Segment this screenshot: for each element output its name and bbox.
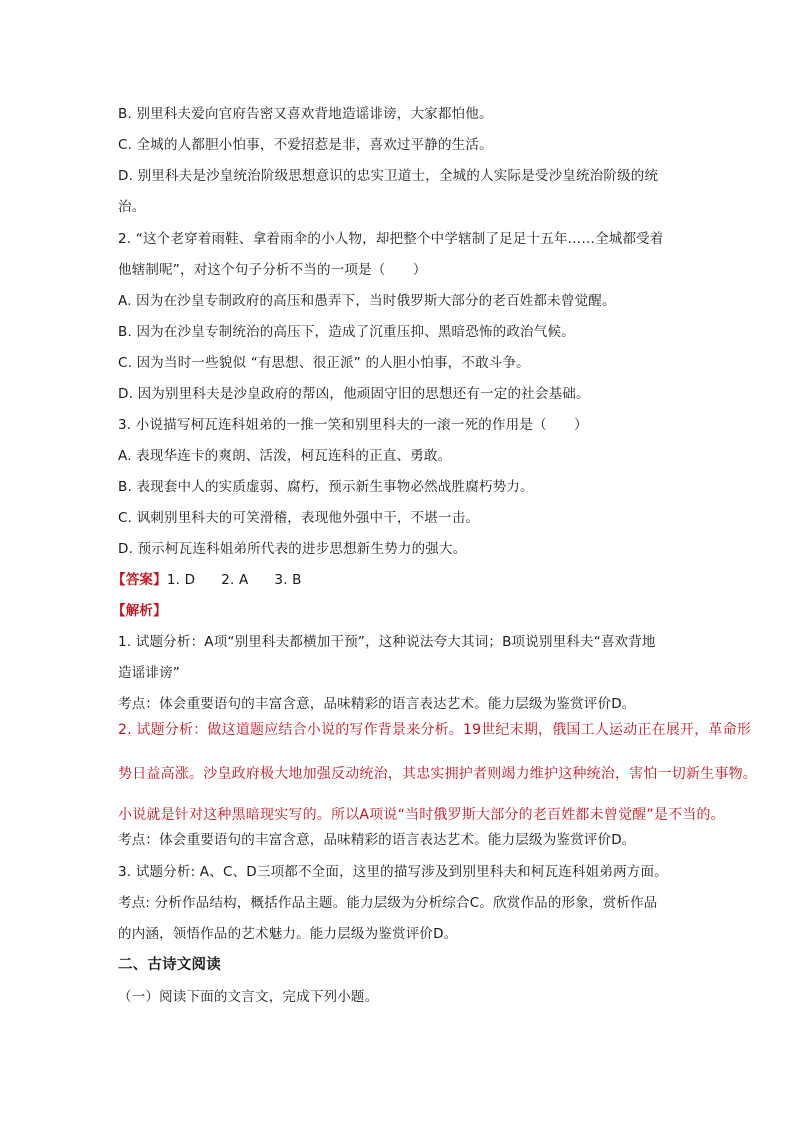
q1-option-c: C. 全城的人都胆小怕事，不爱招惹是非，喜欢过平静的生活。: [118, 137, 493, 153]
answer-value-1: 1. D: [166, 572, 196, 588]
kaodian-3-line2: 的内涵，领悟作品的艺术魅力。能力层级为鉴赏评价D。: [118, 926, 458, 942]
q2-stem-line2: 他辖制呢”，对这个句子分析不当的一项是（ ）: [118, 262, 427, 278]
q2-option-c: C. 因为当时一些貌似 “有思想、很正派” 的人胆小怕事，不敢斗争。: [118, 355, 530, 371]
q2-stem-line1: 2. “这个老穿着雨鞋、拿着雨伞的小人物，却把整个中学辖制了足足十五年……全城都受着: [118, 231, 664, 247]
q2-option-b: B. 因为在沙皇专制统治的高压下，造成了沉重压抑、黑暗恐怖的政治气候。: [118, 324, 575, 340]
q3-option-c: C. 讽刺别里科夫的可笑滑稽，表现他外强中干，不堪一击。: [118, 510, 480, 526]
q1-option-d-line2: 治。: [118, 199, 146, 215]
kaodian-2: 考点：体会重要语句的丰富含意，品味精彩的语言表达艺术。能力层级为鉴赏评价D。: [118, 832, 636, 848]
analysis-1-line2: 造谣诽谤”: [118, 665, 180, 681]
q1-option-b: B. 别里科夫爱向官府告密又喜欢背地造谣诽谤，大家都怕他。: [118, 106, 493, 122]
q2-option-d: D. 因为别里科夫是沙皇政府的帮凶，他顽固守旧的思想还有一定的社会基础。: [118, 386, 590, 402]
answer-line: [112, 570, 328, 590]
q3-option-b: B. 表现套中人的实质虚弱、腐朽，预示新生事物必然战胜腐朽势力。: [118, 479, 534, 495]
section-2-title: 二、古诗文阅读: [118, 957, 221, 973]
section-2-intro: （一）阅读下面的文言文，完成下列小题。: [118, 989, 379, 1005]
answer-value-2: 2. A: [221, 572, 249, 588]
kaodian-3-line1: 考点: 分析作品结构，概括作品主题。能力层级为分析综合C。欣赏作品的形象，赏析作品: [118, 895, 658, 911]
analysis-2-line1: 2. 试题分析：做这道题应结合小说的写作背景来分析。19世纪末期，俄国工人运动正在展开，革命形: [118, 722, 752, 738]
analysis-3: 3. 试题分析: A、C、D三项都不全面，这里的描写涉及到别里科夫和柯瓦连科姐弟两方面。: [118, 864, 668, 880]
q1-option-d-line1: D. 别里科夫是沙皇统治阶级思想意识的忠实卫道士，全城的人实际是受沙皇统治阶级的统: [118, 168, 659, 184]
q3-stem: 3. 小说描写柯瓦连科姐弟的一推一笑和别里科夫的一滚一死的作用是（ ）: [118, 417, 588, 433]
q2-option-a: A. 因为在沙皇专制政府的高压和愚弄下，当时俄罗斯大部分的老百姓都未曾觉醒。: [118, 293, 616, 309]
analysis-2-line2: 势日益高涨。沙皇政府极大地加强反动统治，其忠实拥护者则竭力维护这种统治，害怕一切新生事物。: [118, 766, 757, 782]
answer-label: 【答案】: [112, 572, 167, 588]
kaodian-1: 考点：体会重要语句的丰富含意，品味精彩的语言表达艺术。能力层级为鉴赏评价D。: [118, 696, 636, 712]
answer-value-3: 3. B: [274, 572, 302, 588]
analysis-label: 【解析】: [112, 603, 167, 619]
analysis-1-line1: 1. 试题分析：A项“别里科夫都横加干预”，这种说法夸大其词；B项说别里科夫“喜欢背地: [118, 634, 656, 650]
analysis-2-line3: 小说就是针对这种黑暗现实写的。所以A项说“当时俄罗斯大部分的老百姓都未曾觉醒”是不当的。: [118, 807, 725, 823]
q3-option-d: D. 预示柯瓦连科姐弟所代表的进步思想新生势力的强大。: [118, 541, 467, 557]
q3-option-a: A. 表现华连卡的爽朗、活泼，柯瓦连科的正直、勇敢。: [118, 448, 452, 464]
